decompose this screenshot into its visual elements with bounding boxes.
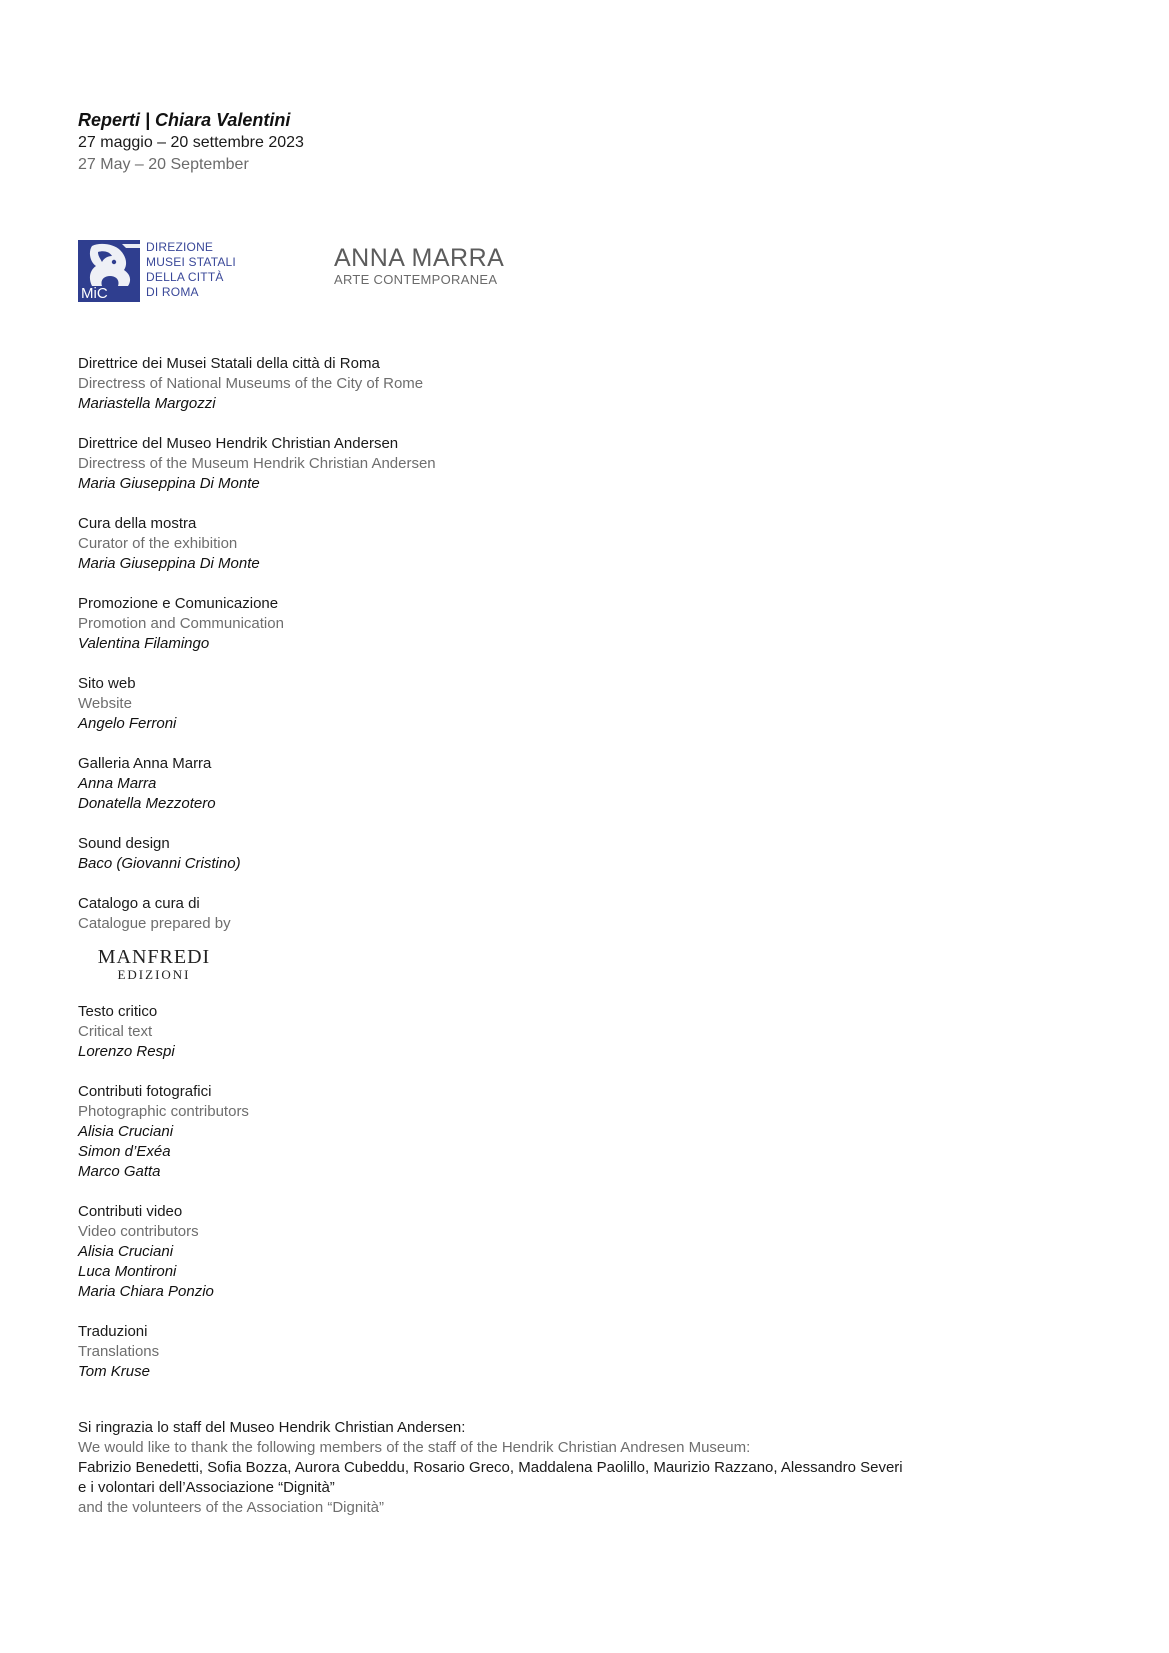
mic-line: DELLA CITTÀ xyxy=(146,270,224,284)
credit-role-english: Website xyxy=(78,695,132,712)
acknowledgements xyxy=(78,1418,1088,1518)
credit-person: Mariastella Margozzi xyxy=(78,395,216,412)
logos-row xyxy=(78,240,1088,304)
credit-section xyxy=(78,1082,1088,1182)
mic-logo xyxy=(78,240,140,302)
mic-line: MUSEI STATALI xyxy=(146,255,236,269)
credit-role-italian: Sito web xyxy=(78,675,136,692)
exhibition-dates-italian: 27 maggio – 20 settembre 2023 xyxy=(78,134,304,151)
credit-role-english: Curator of the exhibition xyxy=(78,535,238,552)
credit-section xyxy=(78,1322,1088,1382)
credit-person: Luca Montironi xyxy=(78,1263,177,1280)
publisher-name: MANFREDI xyxy=(97,946,211,968)
credit-person: Baco (Giovanni Cristino) xyxy=(78,855,241,872)
credit-role-italian: Sound design xyxy=(78,835,170,852)
publisher-logo xyxy=(94,946,214,982)
credit-role-english: Critical text xyxy=(78,1023,153,1040)
credit-role-italian: Cura della mostra xyxy=(78,515,197,532)
thanks-volunteers-italian: e i volontari dell’Associazione “Dignità” xyxy=(78,1479,335,1496)
credit-role-english: Promotion and Communication xyxy=(78,615,284,632)
mic-line: DIREZIONE xyxy=(146,240,214,254)
credit-role-italian: Testo critico xyxy=(78,1003,158,1020)
credit-section xyxy=(78,514,1088,574)
credit-role-italian: Direttrice del Museo Hendrik Christian Andersen xyxy=(78,435,399,452)
credit-role-italian: Promozione e Comunicazione xyxy=(78,595,279,612)
credit-person: Marco Gatta xyxy=(78,1163,161,1180)
credits-page xyxy=(78,108,1088,1518)
credit-role-english: Video contributors xyxy=(78,1223,199,1240)
credit-role-english: Directress of the Museum Hendrik Christian Andersen xyxy=(78,455,436,472)
credit-role-italian: Catalogo a cura di xyxy=(78,895,200,912)
credit-person: Alisia Cruciani xyxy=(78,1123,174,1140)
credit-role-english: Catalogue prepared by xyxy=(78,915,231,932)
credit-person: Anna Marra xyxy=(78,775,157,792)
credit-section xyxy=(78,594,1088,654)
credit-role-italian: Contributi fotografici xyxy=(78,1083,212,1100)
mic-badge-text: MiC xyxy=(81,285,108,302)
credit-section xyxy=(78,1002,1088,1062)
credit-role-italian: Galleria Anna Marra xyxy=(78,755,212,772)
credit-section xyxy=(78,754,1088,814)
credit-section xyxy=(78,434,1088,494)
thanks-volunteers-english: and the volunteers of the Association “Dignità” xyxy=(78,1499,385,1516)
credit-section xyxy=(78,894,1088,934)
credit-section xyxy=(78,674,1088,734)
mic-institution-name xyxy=(146,240,236,300)
credit-role-english: Translations xyxy=(78,1343,160,1360)
credit-role-italian: Direttrice dei Musei Statali della città di Roma xyxy=(78,355,380,372)
credit-person: Tom Kruse xyxy=(78,1363,150,1380)
credit-person: Angelo Ferroni xyxy=(78,715,177,732)
gallery-name: ANNA MARRA xyxy=(334,244,505,272)
credit-role-italian: Traduzioni xyxy=(78,1323,148,1340)
credits-list xyxy=(78,354,1088,1382)
credit-role-italian: Contributi video xyxy=(78,1203,183,1220)
credit-section xyxy=(78,354,1088,414)
credit-person: Donatella Mezzotero xyxy=(78,795,216,812)
mic-emblem-icon xyxy=(78,240,140,302)
credit-section xyxy=(78,834,1088,874)
exhibition-dates-english: 27 May – 20 September xyxy=(78,156,249,173)
thanks-staff-list: Fabrizio Benedetti, Sofia Bozza, Aurora Cubeddu, Rosario Greco, Maddalena Paolillo, Maurizio Razzano, Alessandro Severi xyxy=(78,1459,903,1476)
credit-role-english: Photographic contributors xyxy=(78,1103,249,1120)
credit-person: Alisia Cruciani xyxy=(78,1243,174,1260)
credit-person: Maria Giuseppina Di Monte xyxy=(78,475,260,492)
exhibition-header xyxy=(78,108,1088,176)
credit-role-english: Directress of National Museums of the City of Rome xyxy=(78,375,424,392)
thanks-english: We would like to thank the following members of the staff of the Hendrik Christian Andresen Museum: xyxy=(78,1439,751,1456)
credit-person: Simon d’Exéa xyxy=(78,1143,171,1160)
mic-line: DI ROMA xyxy=(146,285,199,299)
credit-section xyxy=(78,1202,1088,1302)
credit-person: Lorenzo Respi xyxy=(78,1043,175,1060)
thanks-italian: Si ringrazia lo staff del Museo Hendrik Christian Andersen: xyxy=(78,1419,466,1436)
credit-person: Maria Giuseppina Di Monte xyxy=(78,555,260,572)
gallery-logo xyxy=(334,244,504,288)
credit-person: Maria Chiara Ponzio xyxy=(78,1283,214,1300)
credit-person: Valentina Filamingo xyxy=(78,635,210,652)
publisher-subtitle: EDIZIONI xyxy=(117,967,191,982)
gallery-subtitle: ARTE CONTEMPORANEA xyxy=(334,272,498,287)
exhibition-title: Reperti | Chiara Valentini xyxy=(78,110,291,130)
